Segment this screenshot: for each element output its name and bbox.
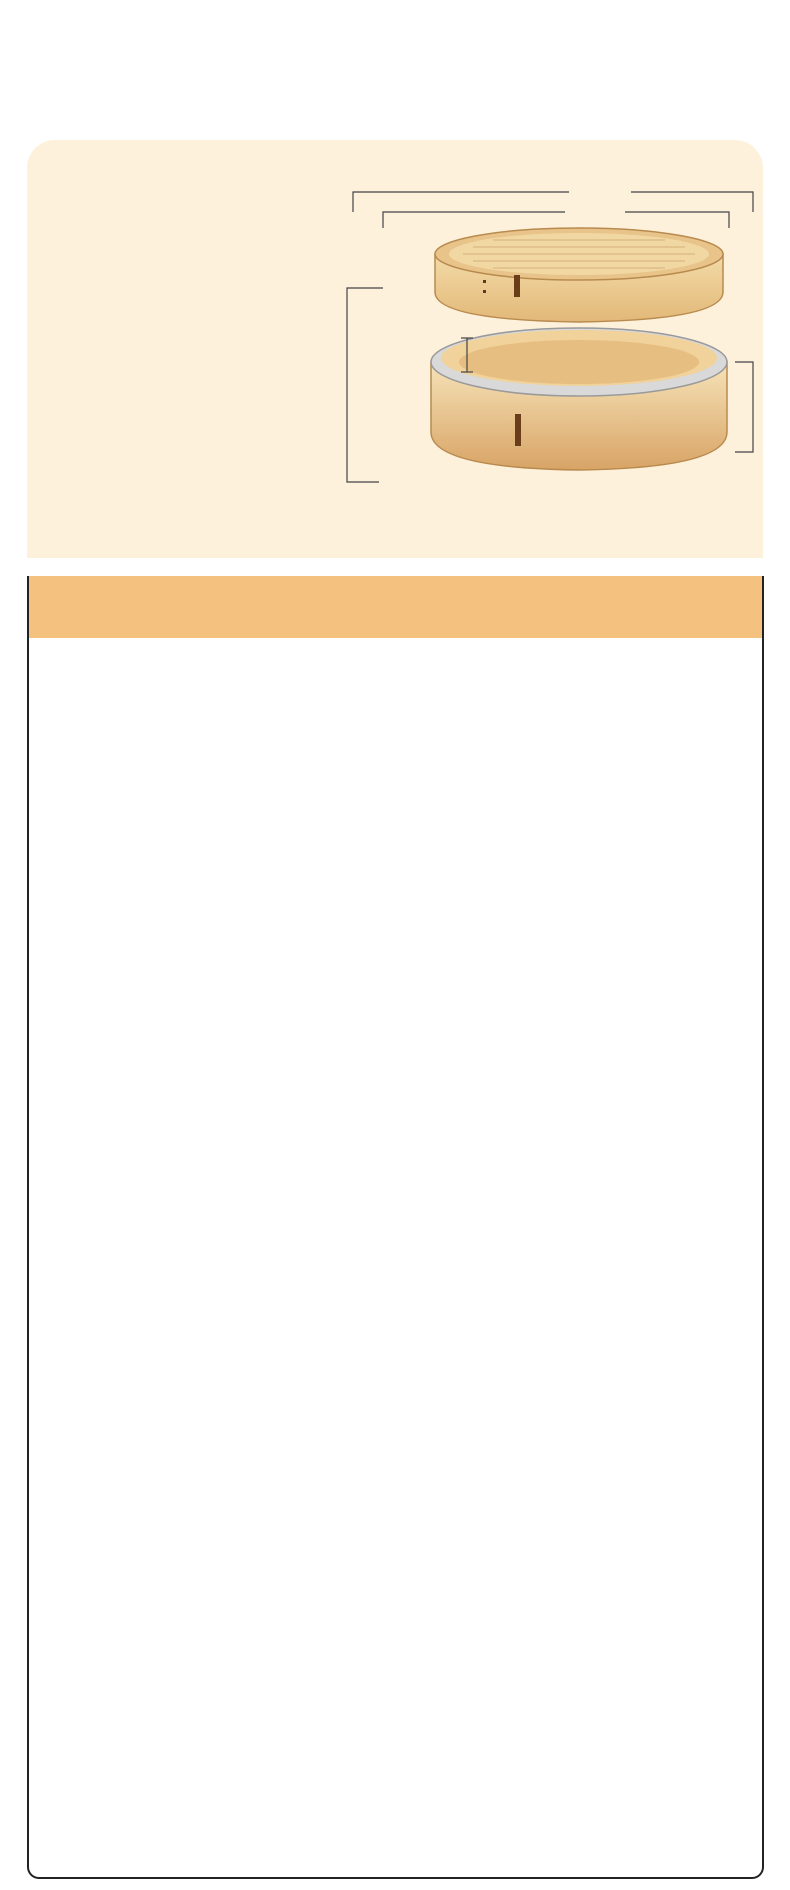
- spec-table: [27, 576, 764, 1879]
- steamer-diagram: [343, 162, 763, 558]
- page-title: [0, 18, 790, 118]
- table-header: [29, 576, 762, 638]
- steamer-lid: [435, 228, 723, 322]
- product-info-card: [27, 140, 763, 558]
- steamer-body: [431, 328, 727, 470]
